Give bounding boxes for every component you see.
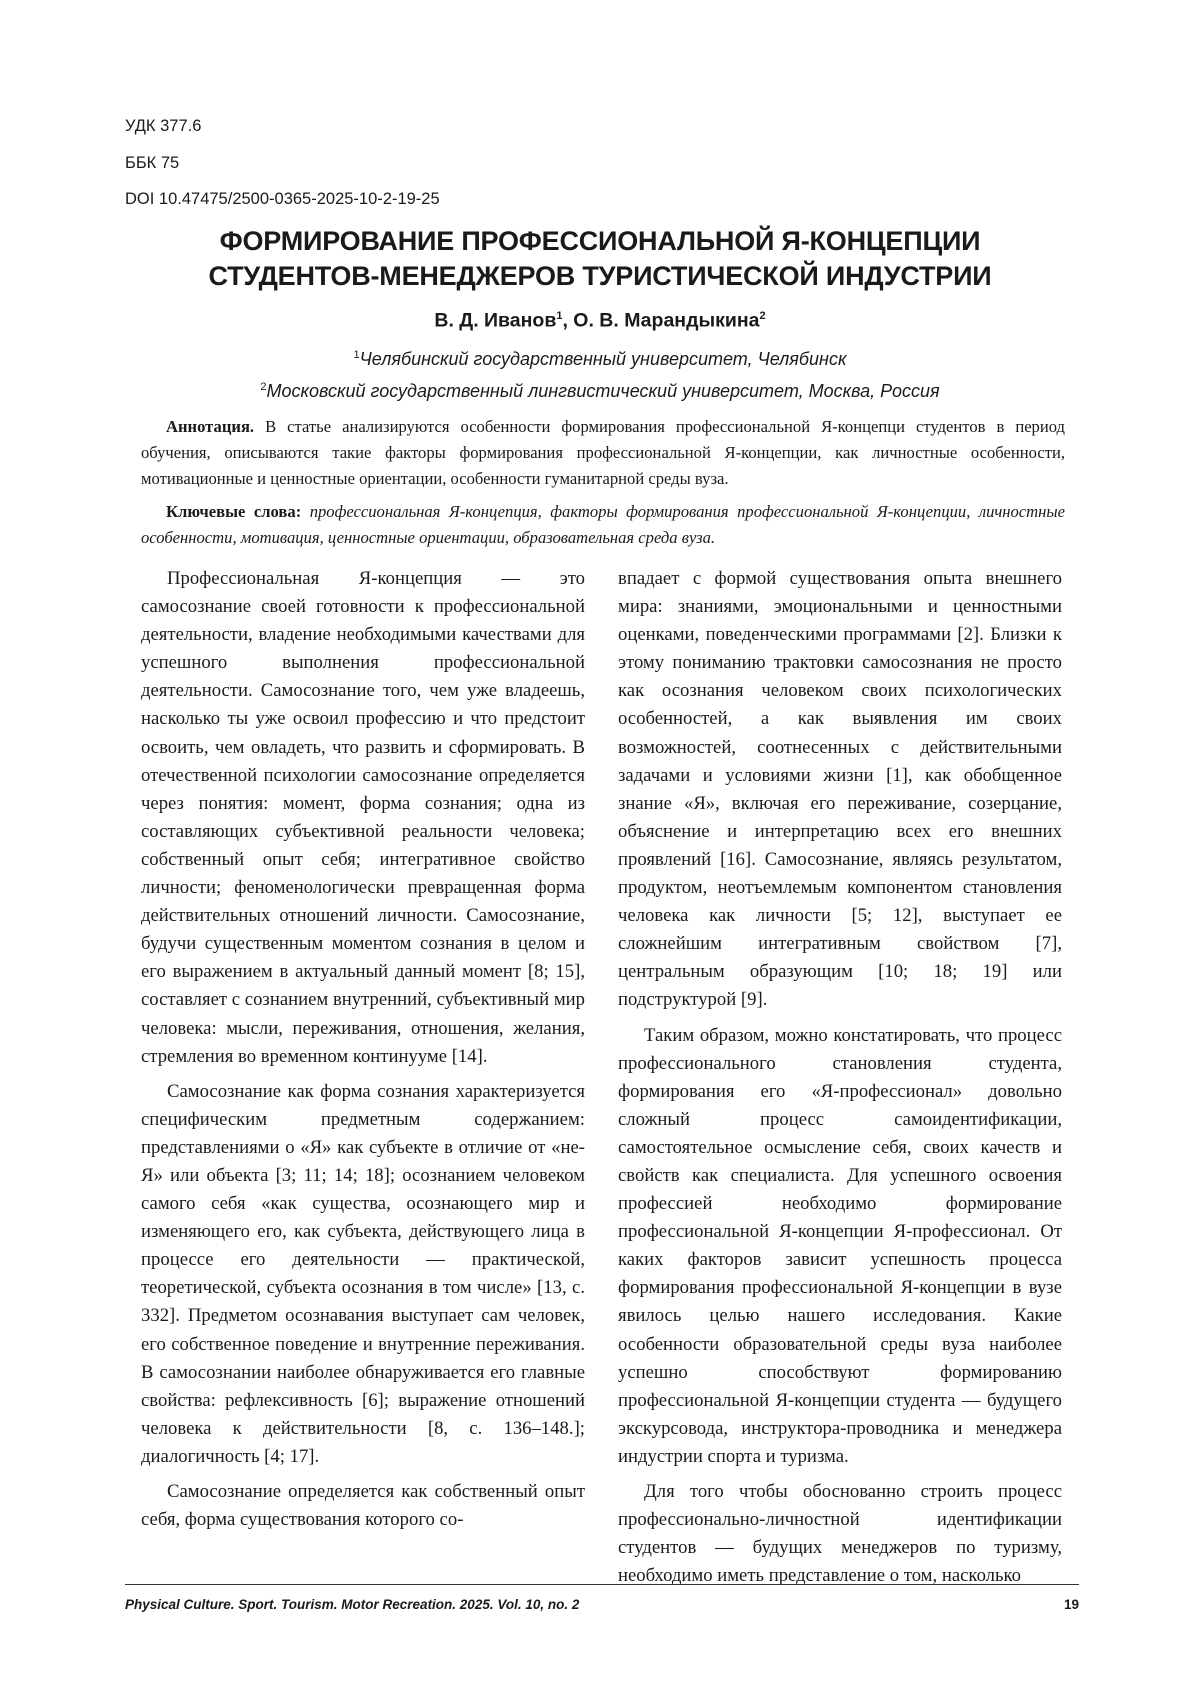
affiliation-2 bbox=[100, 375, 1100, 403]
page-number: 19 bbox=[1063, 1597, 1079, 1612]
article-title bbox=[100, 224, 1100, 294]
bbk-code: ББК 75 bbox=[125, 153, 180, 172]
affiliation-text: Челябинский государственный университет, Челябинск bbox=[359, 349, 847, 369]
body-paragraph: Профессиональная Я-концепция — это самосознание своей готовности к профессиональной деятельности, владение необходимыми качествами для успешного выполнения профессиональной деятельности. Самосознание того, чем уже владеешь, насколько ты уже освоил профессию и что предстоит освоить, чем овладеть, что развить и сформировать. В отечественной психологии самосознание определяется через понятия: момент, форма сознания; одна из составляющих субъективной реальности человека; собственный опыт себя; интегративное свойство личности; феноменологически превращенная форма действительных отношений личности. Самосознание, будучи существенным моментом сознания в целом и его выражением в актуальный данный момент [8; 15], составляет с сознанием внутренний, субъективный мир человека: мысли, переживания, отношения, желания, стремления во временном континууме [14]. bbox=[141, 568, 585, 1067]
affiliation-mark: 1 bbox=[353, 349, 360, 361]
author-affiliation-mark: 1 bbox=[556, 310, 563, 322]
author-list bbox=[100, 303, 1100, 334]
affiliation-text: Московский государственный лингвистический университет, Москва, Россия bbox=[266, 381, 940, 401]
body-paragraph: Таким образом, можно констатировать, что процесс профессионального становления студента, формирования его «Я-профессионал» довольно сложный процесс самоидентификации, самостоятельное осмысление себя, своих качеств и свойств как специалиста. Для успешного освоения профессией необходимо формирование профессиональной Я-концепции Я-профессионал. От каких факторов зависит успешность процесса формирования профессиональной Я-концепции в вузе явилось целью нашего исследования. Какие особенности образовательной среды вуза наиболее успешно способствуют формированию профессиональной Я-концепции студента — будущего экскурсовода, инструктора-проводника и менеджера индустрии спорта и туризма. bbox=[618, 1024, 1062, 1467]
affiliation-mark: 2 bbox=[260, 381, 267, 393]
article-title-line-1: ФОРМИРОВАНИЕ ПРОФЕССИОНАЛЬНОЙ Я-КОНЦЕПЦИИ bbox=[219, 226, 981, 256]
keywords-text: профессиональная Я-концепция, факторы формирования профессиональной Я-концепции, личностные особенности, мотивация, ценностные ориентации, образовательная среда вуза. bbox=[141, 502, 1065, 547]
body-column-left bbox=[141, 565, 585, 1541]
author-separator: , bbox=[562, 309, 574, 332]
abstract-label: Аннотация. bbox=[166, 417, 255, 436]
doi-link[interactable]: DOI 10.47475/2500-0365-2025-10-2-19-25 bbox=[125, 190, 440, 208]
body-column-right bbox=[618, 565, 1062, 1597]
udk-code: УДК 377.6 bbox=[125, 117, 202, 135]
footer-divider bbox=[125, 1584, 1079, 1585]
keywords-label: Ключевые слова: bbox=[166, 502, 302, 521]
author-affiliation-mark: 2 bbox=[759, 310, 766, 322]
abstract bbox=[141, 414, 1065, 492]
body-paragraph: впадает с формой существования опыта внешнего мира: знаниями, эмоциональными и ценностными оценками, поведенческими программами [2]. Близки к этому пониманию трактовки самосознания не просто как осознания человеком своих психологических особенностей, а как выявления им своих возможностей, соотнесенных с действительными задачами и условиями жизни [1], как обобщенное знание «Я», включая его переживание, созерцание, объяснение и интерпретацию всех его внешних проявлений [16]. Самосознание, являясь результатом, продуктом, неотъемлемым компонентом становления человека как личности [5; 12], выступает ее сложнейшим интегративным свойством [7], центральным образующим [10; 18; 19] или подструктурой [9]. bbox=[618, 568, 1062, 1011]
article-title-line-2: СТУДЕНТОВ-МЕНЕДЖЕРОВ ТУРИСТИЧЕСКОЙ ИНДУСТРИИ bbox=[208, 261, 992, 291]
journal-citation: Physical Culture. Sport. Tourism. Motor Recreation. 2025. Vol. 10, no. 2 bbox=[125, 1597, 580, 1612]
affiliation-1 bbox=[100, 343, 1100, 371]
abstract-text: В статье анализируются особенности формирования профессиональной Я-концепци студентов в период обучения, описываются такие факторы формирования профессиональной Я-концепции, как личностные особенности, мотивационные и ценностные ориентации, особенности гуманитарной среды вуза. bbox=[141, 417, 1065, 488]
body-paragraph: Для того чтобы обоснованно строить процесс профессионально-личностной идентификации студентов — будущих менеджеров по туризму, необходимо иметь представление о том, насколько bbox=[618, 1481, 1062, 1587]
body-paragraph: Самосознание определяется как собственный опыт себя, форма существования которого со- bbox=[141, 1481, 585, 1531]
author-name: О. В. Марандыкина bbox=[573, 309, 760, 332]
keywords bbox=[141, 499, 1065, 551]
body-paragraph: Самосознание как форма сознания характеризуется специфическим предметным содержанием: представлениями о «Я» как субъекте в отличие от «не-Я» или объекта [3; 11; 14; 18]; осознанием человеком самого себя «как существа, осознающего мир и изменяющего его, как субъекта, действующего лица в процессе его деятельности — практической, теоретической, субъекта осознания в том числе» [13, с. 332]. Предметом осознавания выступает сам человек, его собственное поведение и внутренние переживания. В самосознании наиболее обнаруживается его главные свойства: рефлексивность [6]; выражение отношений человека к действительности [8, с. 136–148.]; диалогичность [4; 17]. bbox=[141, 1080, 585, 1467]
author-name: В. Д. Иванов bbox=[434, 309, 557, 332]
article-metadata bbox=[125, 108, 440, 218]
